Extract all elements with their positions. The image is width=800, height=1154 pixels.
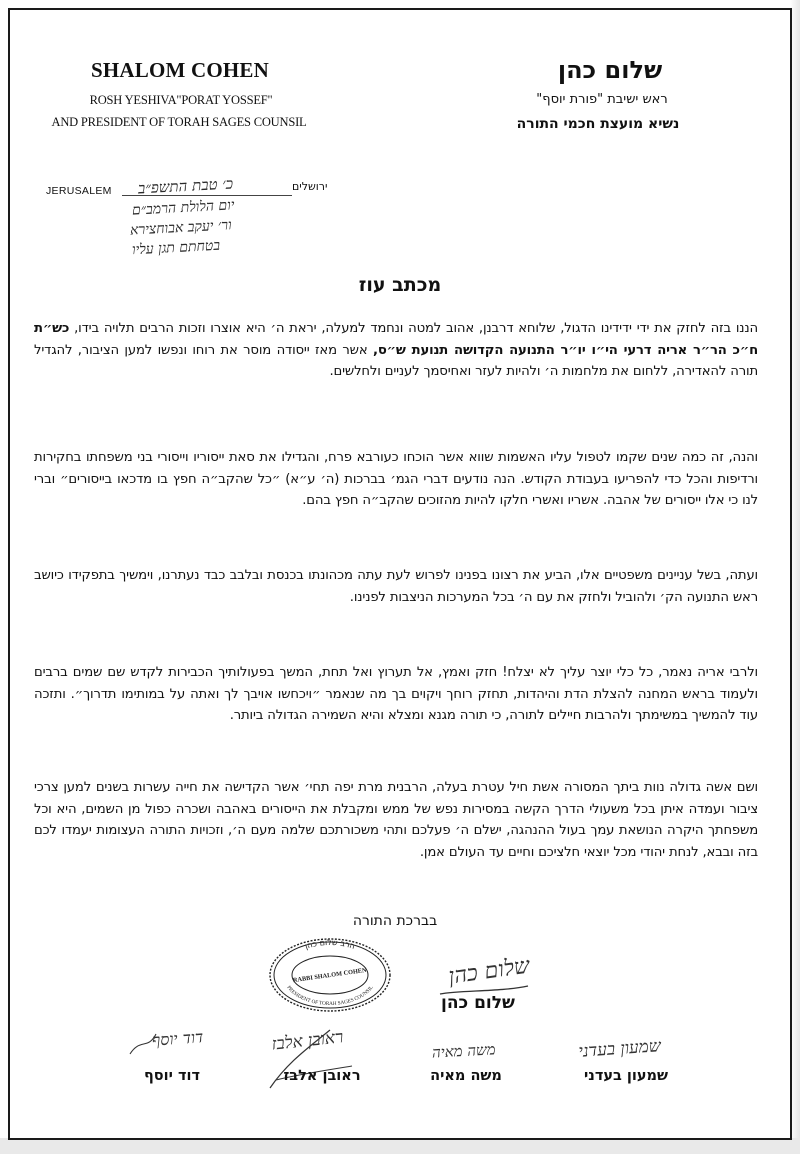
letterhead-hebrew-title: ראש ישיבת "פורת יוסף" bbox=[536, 92, 668, 107]
letter-paragraph: והנה, זה כמה שנים שקמו לטפול עליו האשמות שווא אשר הוכחו כעורבא פרח, והגדילו את סאת ייסוריו וייסורי בני משפחתו בחקירות ורדיפות והכל כדי להפריעו בעבודת הקודש. הנה נודעים דברי הגמ׳ בברכות (ה׳ ע״א) ״כל שהקב״ה חפץ בו מדכאו בייסורים״ וברי לנו כי אלו ייסורים של אהבה. אשריו ואשרי חלקו להיות מהזוכים שהקב״ה חפץ בהם. bbox=[34, 450, 758, 508]
main-signer-name: שלום כהן bbox=[441, 993, 515, 1013]
letterhead-hebrew-position: נשיא מועצת חכמי התורה bbox=[516, 116, 680, 132]
rabbi-stamp bbox=[268, 937, 392, 1013]
council-signer-name: ראובן אלבז bbox=[283, 1068, 361, 1084]
letter-paragraph: ועתה, בשל עניינים משפטיים אלו, הביע את רצונו בפנינו לפרוש לעת עתה מכהונתו בכנסת ובלבב כבד נעתרנו, וימשיך בתפקידו כיושב ראש התנועה הק׳ ולהוביל ולחזק את עם ה׳ בכל המערכות הניצבות לפנינו. bbox=[34, 568, 758, 605]
dateline-city-hebrew: ירושלים bbox=[292, 180, 328, 193]
svg-text:PRESIDENT OF TORAH SAGES COUNS bbox=[285, 985, 374, 1007]
stamp-center-text: RABBI SHALOM COHEN bbox=[292, 966, 368, 985]
council-signer-name: משה מאיה bbox=[430, 1068, 502, 1084]
svg-text:הרב שלום כהן bbox=[304, 938, 356, 951]
handwritten-date-line: בטחתם תגן עליו bbox=[131, 237, 221, 259]
paragraph-text: הננו בזה לחזק את ידי ידידינו הדגול, שלוחא דרבנן, אהוב למטה ונחמד למעלה, יראת ה׳ היא אוצרו וזכות הרבים תלויה בידו, bbox=[69, 321, 758, 336]
dateline-city-english: JERUSALEM bbox=[46, 185, 112, 197]
main-signature-script: שלום כהן bbox=[447, 953, 532, 990]
closing-blessing: בברכת התורה bbox=[352, 913, 438, 929]
letterhead-english-name: SHALOM COHEN bbox=[91, 58, 269, 82]
paragraph-bold-text: כש״ת ח״כ הר״ר אריה דרעי הי״ו יו״ר התנועה הקדושה תנועת ש״ס, bbox=[34, 321, 758, 358]
letter-paragraph: ולרבי אריה נאמר, כל כלי יוצר עליך לא יצלח! חזק ואמץ, אל תערוץ ואל תחת, המשך בפעולותיך הכבירות לקדש שם שמים ברבים ולעמוד בראש המחנה להצלת הדת והיהדות, תחזק רוחך ויקוים בך מה שנאמר ״ויכחשו אויבך לך ואתה על במותימו תדרוך״. ותזכה עוד להמשיך במשימתך ולהרבות חיילים לתורה, כי תורה מגנא ומצלא והיא השמירה הגדולה ביותר. bbox=[34, 665, 758, 723]
stamp-bottom-text: PRESIDENT OF TORAH SAGES COUNSIL bbox=[285, 984, 375, 1008]
stamp-hebrew-text: הרב שלום כהן bbox=[303, 937, 357, 951]
letter-title: מכתב עוז bbox=[358, 274, 442, 296]
council-signature bbox=[118, 1020, 238, 1060]
council-signer-name: דוד יוסף bbox=[144, 1068, 200, 1084]
handwritten-date-line: כ׳ טבת התשפ״ב bbox=[137, 174, 234, 198]
council-signature bbox=[404, 1030, 524, 1070]
page-bottom-shadow bbox=[0, 1138, 800, 1154]
letterhead-english-position: AND PRESIDENT OF TORAH SAGES COUNSIL bbox=[51, 115, 307, 129]
letterhead-hebrew-name: שלום כהן bbox=[557, 56, 663, 84]
letter-paragraph: ושם אשה גדולה נוות ביתך המסורה אשת חיל עטרת בעלה, הרבנית מרת יפה תחי׳ אשר הקדישה את חייה עשרות בשנים למען צרכי ציבור ועמדה איתן בכל משעולי הדרך הקשה במסירות נפש של ממש ומקבלת את הייסורים באהבה ושכרה כפול מן השמים, היא וכל משפחתך היקרה הנושאת עמך בעול ההנהגה, ישלם ה׳ פעלכם ותהי משכורתכם שלמה מעם ה׳, וזכויות התורה העצומות יעמדו לכם בזה ובבא, לנחת יהודי מכל יוצאי חלציכם וחיים עד העולם אמן. bbox=[34, 780, 758, 860]
council-signature-script: שמעון בעדני bbox=[577, 1036, 662, 1062]
council-signature-script: דוד יוסף bbox=[151, 1027, 204, 1050]
council-signature-script: ראובן אלבז bbox=[270, 1027, 345, 1055]
council-signer-name: שמעון בעדני bbox=[583, 1068, 668, 1084]
council-signature bbox=[560, 1028, 680, 1068]
letterhead-english-title: ROSH YESHIVA"PORAT YOSSEF" bbox=[89, 93, 273, 107]
letter-paragraph bbox=[34, 318, 758, 383]
council-signature-script: משה מאיה bbox=[431, 1040, 497, 1062]
handwritten-date-line: ור׳ יעקב אבוחצירא bbox=[129, 217, 233, 239]
handwritten-date-line: יום הלולת הרמב״ם bbox=[131, 197, 235, 219]
paragraph-text: אשר מאז ייסודה מוסר את רוחו ונפשו למען הציבור, להגדיל תורה להאדירה, ללחום את מלחמות ה׳ ולהיות לעזר ואחיסמך לעניים ולחלשים. bbox=[34, 342, 758, 379]
